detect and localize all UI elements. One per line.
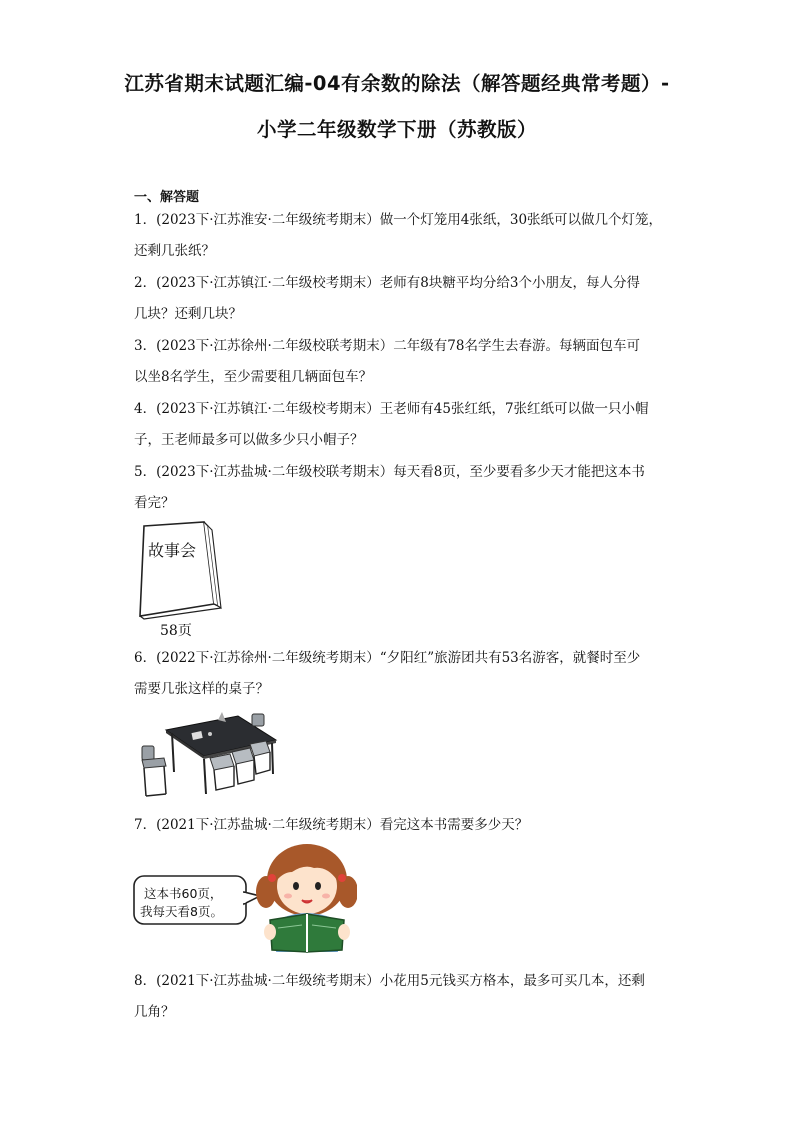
question-7-line-1: 7．(2021下·江苏盐城·二年级统考期末）看完这本书需要多少天？ — [134, 817, 529, 833]
question-3 — [134, 331, 674, 393]
question-5 — [134, 457, 674, 519]
book-page-count: 58页 — [160, 623, 192, 639]
question-5-line-2: 看完？ — [134, 495, 175, 511]
question-4-line-1: 4．(2023下·江苏镇江·二年级校考期末）王老师有45张红纸，7张红纸可以做一只小帽 — [134, 401, 649, 417]
question-6-line-1: 6．(2022下·江苏徐州·二年级统考期末）“夕阳红”旅游团共有53名游客，就餐时至少 — [134, 650, 641, 666]
question-6 — [134, 643, 674, 705]
question-8 — [134, 966, 674, 1028]
question-3-line-1: 3．(2023下·江苏徐州·二年级校联考期末）二年级有78名学生去春游。每辆面包车可 — [134, 338, 640, 354]
dining-table-icon — [134, 710, 279, 800]
document-title-line-1: 江苏省期末试题汇编-04有余数的除法（解答题经典常考题）- — [124, 72, 670, 95]
speech-bubble-line-1: 这本书60页， — [144, 886, 223, 901]
speech-bubble-line-2: 我每天看8页。 — [140, 904, 223, 919]
question-7 — [134, 810, 674, 841]
document-title-line-2: 小学二年级数学下册（苏教版） — [256, 118, 537, 141]
section-heading: 一、解答题 — [134, 190, 200, 205]
question-4 — [134, 394, 674, 456]
question-1-line-2: 还剩几张纸？ — [134, 243, 215, 259]
question-8-line-1: 8．(2021下·江苏盐城·二年级统考期末）小花用5元钱买方格本，最多可买几本，还剩 — [134, 973, 645, 989]
question-1 — [134, 205, 674, 267]
question-4-line-2: 子，王老师最多可以做多少只小帽子？ — [134, 432, 364, 448]
question-3-line-2: 以坐8名学生，至少需要租几辆面包车？ — [134, 369, 373, 385]
book-icon — [132, 520, 222, 620]
question-2-line-2: 几块？还剩几块？ — [134, 306, 242, 322]
question-1-line-1: 1．(2023下·江苏淮安·二年级统考期末）做一个灯笼用4张纸，30张纸可以做几个灯笼， — [134, 212, 663, 228]
dining-table-illustration — [134, 710, 279, 800]
question-5-line-1: 5．(2023下·江苏盐城·二年级校联考期末）每天看8页，至少要看多少天才能把这本书 — [134, 464, 645, 480]
storybook-illustration — [132, 520, 222, 620]
question-2-line-1: 2．(2023下·江苏镇江·二年级校考期末）老师有8块糖平均分给3个小朋友，每人分得 — [134, 275, 640, 291]
question-8-line-2: 几角？ — [134, 1004, 175, 1020]
book-cover-title: 故事会 — [148, 541, 197, 560]
question-6-line-2: 需要几张这样的桌子？ — [134, 681, 269, 697]
question-2 — [134, 268, 674, 330]
